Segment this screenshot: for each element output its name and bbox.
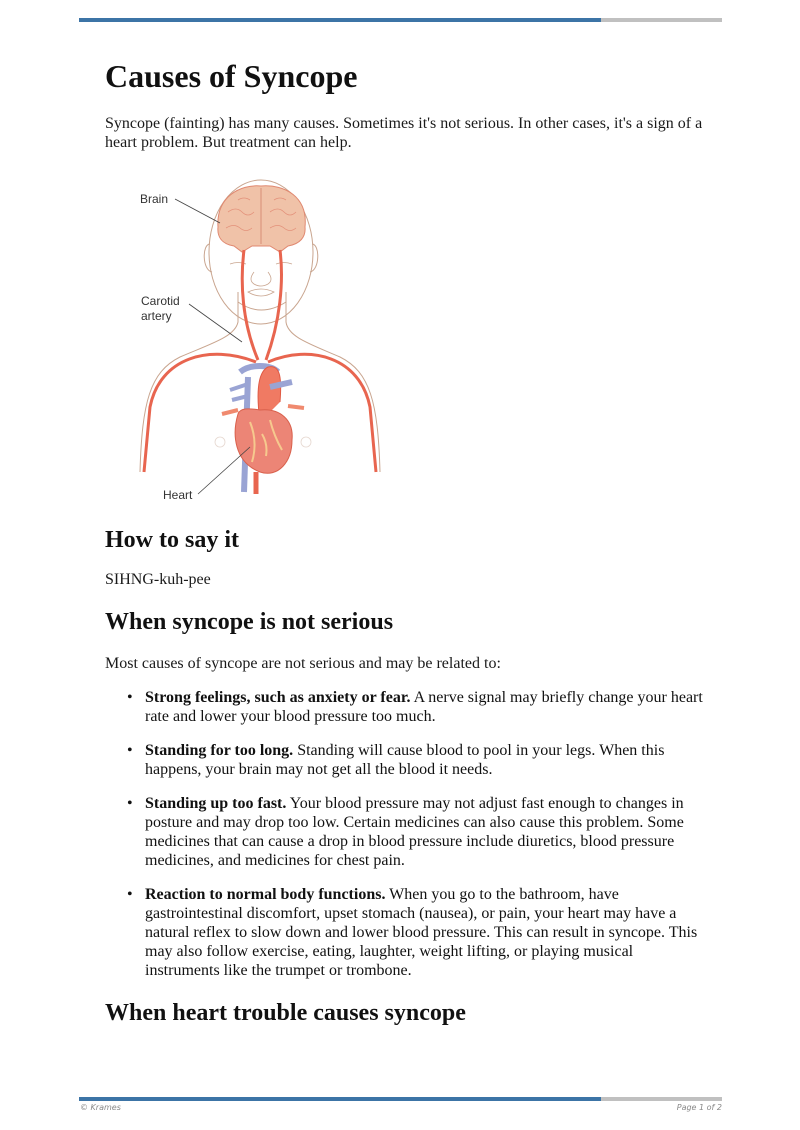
list-item [127, 885, 705, 980]
list-item [127, 741, 705, 779]
not-serious-lead: Most causes of syncope are not serious and may be related to: [105, 655, 501, 672]
section-heading-heart-trouble: When heart trouble causes syncope [105, 1000, 466, 1026]
footer-rule-grey [601, 1097, 722, 1101]
label-heart: Heart [163, 488, 193, 502]
footer-rule [79, 1097, 722, 1101]
list-item [127, 794, 705, 870]
list-item-title: Standing for too long. [145, 742, 294, 759]
causes-list [105, 688, 705, 980]
label-carotid-line1: Carotid [141, 294, 180, 308]
label-carotid-line2: artery [141, 309, 172, 323]
list-item-text: A nerve signal may briefly change your heart rate and lower your blood pressure too much. [145, 689, 703, 725]
document-body [105, 56, 705, 1028]
section-heading-not-serious: When syncope is not serious [105, 609, 394, 635]
list-item-title: Standing up too fast. [145, 795, 287, 812]
list-item-title: Strong feelings, such as anxiety or fear. [145, 689, 411, 706]
list-item-text: Standing will cause blood to pool in your legs. When this happens, your brain may not get all the blood it needs. [145, 742, 665, 778]
list-item-text: Your blood pressure may not adjust fast enough to changes in posture and may drop too low. Certain medicines can also cause this problem. Some medicines that can cause a drop in blood pressure include diuretics, blood pressure medicines, and medicines for chest pain. [145, 795, 684, 869]
page-title: Causes of Syncope [105, 58, 358, 94]
header-rule-accent [79, 18, 601, 22]
pronunciation: SIHNG-kuh-pee [105, 571, 211, 588]
header-rule-grey [601, 18, 722, 22]
footer-page-number: Page 1 of 2 [676, 1103, 722, 1112]
body-diagram-icon [120, 172, 400, 512]
label-brain: Brain [140, 192, 169, 206]
list-item-text: When you go to the bathroom, have gastrointestinal discomfort, upset stomach (nausea), or pain, your heart may have a natural reflex to slow down and lower blood pressure. This can result in syncope. This may also follow exercise, eating, laughter, weight lifting, or playing musical instruments like the trumpet or trombone. [145, 886, 698, 979]
header-rule [79, 18, 722, 22]
list-item [127, 688, 705, 726]
anatomy-illustration [120, 172, 400, 512]
footer-copyright: © Krames [80, 1103, 121, 1112]
intro-paragraph: Syncope (fainting) has many causes. Sometimes it's not serious. In other cases, it's a sign of a heart problem. But treatment can help. [105, 115, 703, 151]
footer-rule-accent [79, 1097, 601, 1101]
section-heading-how-to-say: How to say it [105, 527, 239, 553]
list-item-title: Reaction to normal body functions. [145, 886, 386, 903]
